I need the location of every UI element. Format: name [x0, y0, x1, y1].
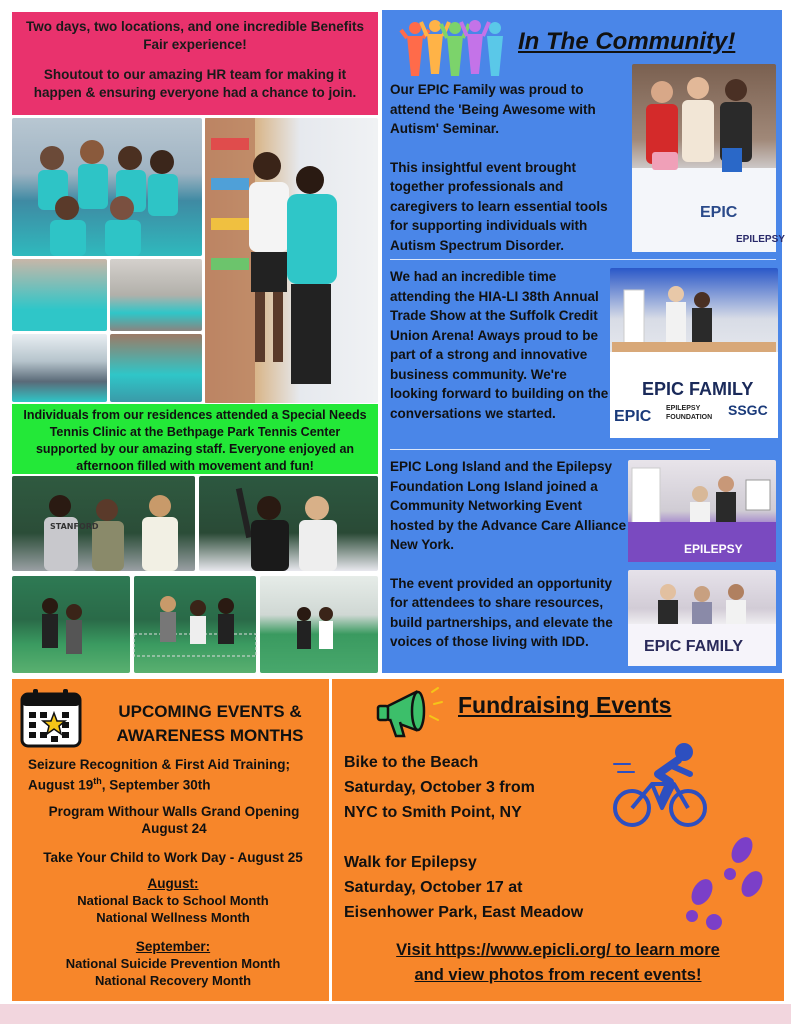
upcoming-heading-line1: UPCOMING EVENTS &: [118, 702, 302, 721]
story-divider-2: [390, 449, 710, 450]
epic-family-banner-text: EPIC FAMILY: [644, 638, 743, 655]
tennis-photo-pair: [199, 476, 378, 571]
epilepsy-foundation-sign: EPILEPSY FOUNDATION: [666, 405, 713, 421]
benefits-fair-banner: [12, 12, 378, 115]
story-divider-1: [390, 259, 776, 260]
autism-seminar-text: [390, 80, 626, 255]
networking-photo-1: [628, 460, 776, 562]
walk-event-when: Saturday, October 17 at: [344, 879, 523, 896]
autism-seminar-intro: Our EPIC Family was proud to attend the 'Being Awesome with Autism' Seminar.: [390, 82, 596, 136]
networking-photo-2: [628, 570, 776, 666]
people-figures-icon: [403, 16, 505, 83]
bike-event-where: NYC to Smith Point, NY: [344, 804, 522, 821]
september-label: September:: [135, 939, 211, 954]
visit-website-link[interactable]: [340, 938, 776, 988]
autism-seminar-photo: [632, 64, 785, 252]
stanford-shirt-text: STANFORD: [50, 522, 99, 531]
walk-event-where: Eisenhower Park, East Meadow: [344, 904, 584, 921]
seizure-date-1: August 19: [28, 777, 94, 793]
networking-event-detail: The event provided an opportunity for attendees to share resources, build partnerships, and elevate the voices of those living with IDD.: [390, 575, 613, 649]
visit-website-line1[interactable]: Visit https://www.epicli.org/ to learn more: [396, 941, 720, 959]
seizure-date-2: , September 30th: [101, 777, 211, 793]
august-item-2: National Wellness Month: [96, 910, 250, 925]
page-bottom-strip: [0, 1004, 791, 1024]
epilepsy-banner-text: EPILEPSY: [684, 542, 743, 556]
seizure-training-title: Seizure Recognition & First Aid Training;: [28, 757, 291, 772]
court-1-figures: [12, 576, 130, 673]
group-photo-figures: [12, 118, 202, 256]
calendar-star-icon: [19, 686, 83, 755]
upcoming-heading-line2: AWARENESS MONTHS: [116, 726, 304, 745]
upcoming-heading: [96, 700, 324, 748]
benefits-fair-photo-group: [12, 118, 202, 256]
tennis-pair-figures: [199, 476, 378, 571]
epilepsy-table-sign: EPILEPSY: [736, 234, 785, 245]
visit-website-line2[interactable]: and view photos from recent events!: [414, 966, 702, 984]
seizure-training-dates: [28, 773, 340, 794]
bike-event: [344, 750, 535, 825]
megaphone-icon: [376, 686, 444, 747]
benefits-fair-headline: Two days, two locations, and one incredible Benefits Fair experience!: [25, 19, 365, 52]
benefits-fair-photo-small-4: [110, 334, 202, 402]
court-2-figures: [134, 576, 256, 673]
trade-show-text: We had an incredible time attending the HIA-LI 38th Annual Trade Show at the Suffolk Credit Union Arena! Aways proud to be part of a strong and innovative business community. We're looking forward to building on the conversations we started.: [390, 269, 609, 421]
seizure-training-event: [14, 756, 340, 794]
networking-event-text: [390, 457, 630, 652]
benefits-fair-photo-small-2: [110, 259, 202, 331]
tennis-photo-court-1: [12, 576, 130, 673]
benefits-fair-shoutout: Shoutout to our amazing HR team for making it happen & ensuring everyone had a chance to join.: [33, 67, 357, 100]
epic-family-sign: EPIC FAMILY: [642, 379, 754, 399]
august-item-1: National Back to School Month: [77, 893, 269, 908]
tennis-photo-court-3: [260, 576, 378, 673]
walk-event-title: Walk for Epilepsy: [344, 854, 477, 871]
epic-short-sign: EPIC: [614, 408, 652, 425]
epic-table-sign: EPIC: [700, 204, 738, 221]
tennis-photo-group: [12, 476, 195, 571]
september-item-2: National Recovery Month: [94, 973, 252, 988]
seminar-photo-figures: [632, 64, 776, 252]
tennis-clinic-banner: [12, 404, 378, 474]
trade-show-photo: [610, 268, 778, 438]
bike-event-title: Bike to the Beach: [344, 754, 479, 771]
program-opening-date: August 24: [141, 821, 207, 836]
community-title: In The Community!: [518, 28, 736, 55]
seizure-date-1-suffix: th: [93, 776, 102, 786]
autism-seminar-detail: This insightful event brought together professionals and caregivers to learn essential tools for supporting individuals with Autism Spectrum Disorder.: [390, 159, 608, 253]
benefits-fair-photo-small-1: [12, 259, 107, 331]
program-opening-event: [14, 803, 334, 837]
benefits-fair-photo-pair: [205, 118, 378, 403]
cyclist-icon: [612, 740, 708, 835]
ssgc-sign: SSGC: [728, 402, 768, 418]
tennis-clinic-text: Individuals from our residences attended a Special Needs Tennis Clinic at the Bethpage Park Tennis Center supported by our amazing staff. Everyone enjoyed an afternoon filled with movement and fun!: [23, 408, 367, 473]
pair-photo-figures: [205, 118, 378, 403]
benefits-fair-photo-small-3: [12, 334, 107, 402]
child-work-day-event: Take Your Child to Work Day - August 25: [43, 850, 303, 865]
bike-event-when: Saturday, October 3 from: [344, 779, 535, 796]
walk-event: [344, 850, 583, 925]
august-label: August:: [147, 876, 199, 891]
august-awareness: [14, 875, 332, 926]
tennis-photo-court-2: [134, 576, 256, 673]
september-item-1: National Suicide Prevention Month: [65, 956, 281, 971]
program-opening-title: Program Withour Walls Grand Opening: [48, 804, 300, 819]
fundraising-title: Fundraising Events: [458, 692, 672, 718]
court-3-figures: [260, 576, 378, 673]
footprints-icon: [682, 832, 762, 937]
networking-event-intro: EPIC Long Island and the Epilepsy Foundation Long Island joined a Community Networking Event hosted by the Advance Care Alliance New York.: [390, 459, 627, 552]
september-awareness: [14, 938, 332, 989]
